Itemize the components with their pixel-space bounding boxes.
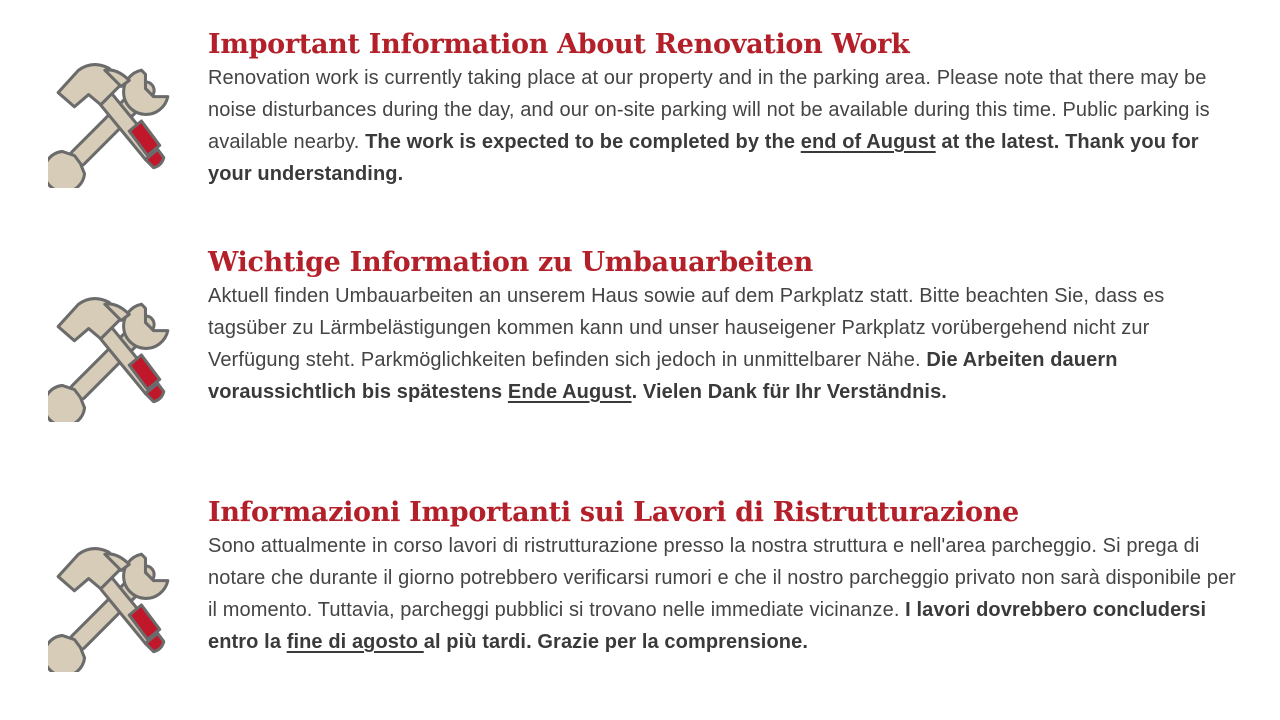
notice-content: [208, 246, 1238, 408]
hammer-and-wrench-icon: [48, 290, 180, 422]
hammer-and-wrench-icon: [48, 540, 180, 672]
notice-text-bold-end: . Vielen Dank für Ihr Verständnis.: [631, 381, 947, 403]
notice-text-bold: I lavori dovrebbero concludersi entro la: [208, 599, 1207, 653]
notice-text: [208, 62, 1238, 190]
notice-content: [208, 496, 1238, 658]
notice-deadline: end of August: [800, 131, 936, 153]
notice-title: Informazioni Importanti sui Lavori di Ristrutturazione: [208, 497, 1019, 528]
notice-text-normal: Aktuell finden Umbauarbeiten an unserem Haus sowie auf dem Parkplatz statt. Bitte beachten Sie, dass es tagsüber zu Lärmbelästigungen kommen kann und unser hauseigener Parkplatz vorübergehend nicht zur Verfügung steht. Parkmöglichkeiten befinden sich jedoch in unmittelbarer Nähe.: [208, 285, 1165, 371]
notice-text-bold-end: al più tardi. Grazie per la comprensione.: [423, 631, 808, 653]
notice-text: [208, 530, 1238, 658]
notice-text-bold: Die Arbeiten dauern voraussichtlich bis spätestens: [208, 349, 1118, 403]
hammer-and-wrench-icon: [48, 56, 180, 188]
notice-text-normal: Renovation work is currently taking place at our property and in the parking area. Please note that there may be noise disturbances during the day, and our on-site parking will not be available during this time. Public parking is available nearby.: [208, 67, 1210, 153]
notice-text-normal: Sono attualmente in corso lavori di ristrutturazione presso la nostra struttura e nell'area parcheggio. Si prega di notare che durante il giorno potrebbero verificarsi rumori e che il nostro parcheggio privato non sarà disponibile per il momento. Tuttavia, parcheggi pubblici si trovano nelle immediate vicinanze.: [208, 535, 1236, 621]
notice-content: [208, 28, 1238, 190]
notice-text-bold-end: at the latest. Thank you for your understanding.: [208, 131, 1199, 185]
notice-title: Important Information About Renovation Work: [208, 29, 910, 60]
notice-text: [208, 280, 1238, 408]
notice-deadline: fine di agosto: [286, 631, 424, 653]
notice-title: Wichtige Information zu Umbauarbeiten: [208, 247, 813, 278]
notice-text-bold: The work is expected to be completed by the: [365, 131, 801, 153]
notice-deadline: Ende August: [507, 381, 632, 403]
